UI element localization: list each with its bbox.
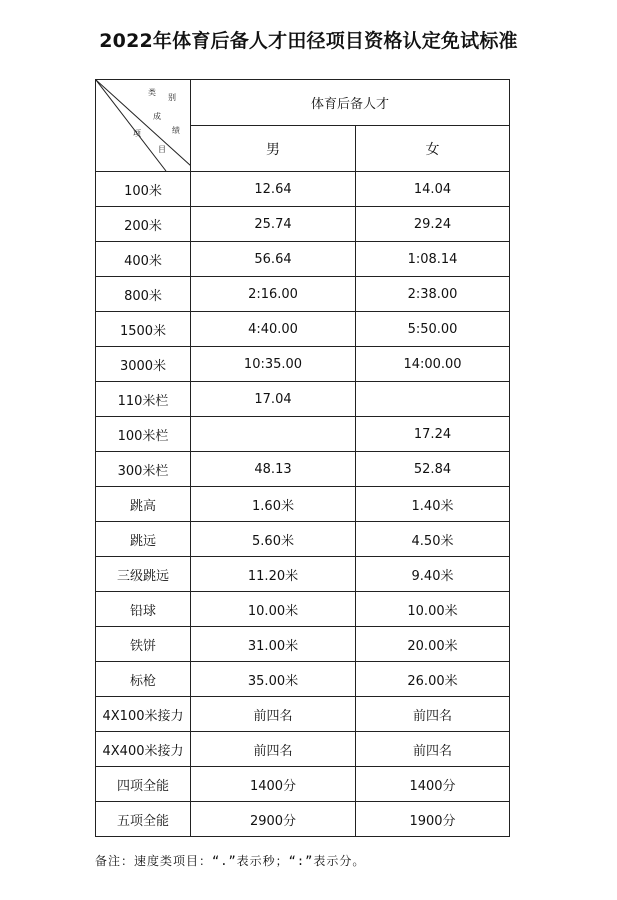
group-header: 体育后备人才: [191, 80, 510, 126]
header-row-group: [96, 80, 510, 126]
table-row: [96, 627, 510, 662]
table-row: [96, 802, 510, 837]
female-value-cell: 14:00.00: [356, 347, 510, 382]
male-value-cell: 2900分: [191, 802, 356, 837]
table-row: [96, 487, 510, 522]
table-row: [96, 522, 510, 557]
male-value-cell: 56.64: [191, 242, 356, 277]
table-row: [96, 557, 510, 592]
table-row: [96, 172, 510, 207]
corner-label-event-1: 项: [133, 129, 141, 138]
male-value-cell: 前四名: [191, 732, 356, 767]
diagonal-header-cell: [96, 80, 191, 172]
female-value-cell: 52.84: [356, 452, 510, 487]
table-row: [96, 662, 510, 697]
male-value-cell: 10.00米: [191, 592, 356, 627]
table-row: [96, 312, 510, 347]
event-cell: 800米: [96, 277, 191, 312]
male-value-cell: 4:40.00: [191, 312, 356, 347]
event-cell: 200米: [96, 207, 191, 242]
male-value-cell: 31.00米: [191, 627, 356, 662]
female-value-cell: 2:38.00: [356, 277, 510, 312]
male-value-cell: 前四名: [191, 697, 356, 732]
male-value-cell: 11.20米: [191, 557, 356, 592]
page-title: 2022年体育后备人才田径项目资格认定免试标准: [99, 30, 518, 52]
event-cell: 跳远: [96, 522, 191, 557]
female-value-cell: 1.40米: [356, 487, 510, 522]
corner-label-category-2: 别: [168, 93, 176, 102]
female-value-cell: 20.00米: [356, 627, 510, 662]
male-header: 男: [191, 126, 356, 172]
event-cell: 110米栏: [96, 382, 191, 417]
table-row: [96, 767, 510, 802]
table-row: [96, 592, 510, 627]
female-value-cell: 10.00米: [356, 592, 510, 627]
male-value-cell: 1400分: [191, 767, 356, 802]
event-cell: 100米: [96, 172, 191, 207]
table-row: [96, 697, 510, 732]
event-cell: 跳高: [96, 487, 191, 522]
female-value-cell: 1900分: [356, 802, 510, 837]
event-cell: 100米栏: [96, 417, 191, 452]
male-value-cell: 25.74: [191, 207, 356, 242]
event-cell: 3000米: [96, 347, 191, 382]
female-value-cell: 9.40米: [356, 557, 510, 592]
male-value-cell: 17.04: [191, 382, 356, 417]
event-cell: 标枪: [96, 662, 191, 697]
event-cell: 4X400米接力: [96, 732, 191, 767]
event-cell: 四项全能: [96, 767, 191, 802]
male-value-cell: 12.64: [191, 172, 356, 207]
table-row: [96, 242, 510, 277]
female-value-cell: 5:50.00: [356, 312, 510, 347]
footnote: 备注：速度类项目：“.”表示秒；“:”表示分。: [95, 854, 366, 868]
male-value-cell: 10:35.00: [191, 347, 356, 382]
female-value-cell: 14.04: [356, 172, 510, 207]
female-header: 女: [356, 126, 510, 172]
table-row: [96, 452, 510, 487]
corner-label-category-1: 类: [148, 88, 156, 97]
corner-label-score-1: 成: [153, 112, 161, 121]
table-row: [96, 207, 510, 242]
male-value-cell: 2:16.00: [191, 277, 356, 312]
standards-table: [95, 79, 510, 837]
female-value-cell: 1:08.14: [356, 242, 510, 277]
female-value-cell: 1400分: [356, 767, 510, 802]
table-row: [96, 732, 510, 767]
event-cell: 300米栏: [96, 452, 191, 487]
female-value-cell: 4.50米: [356, 522, 510, 557]
event-cell: 五项全能: [96, 802, 191, 837]
table-row: [96, 347, 510, 382]
female-value-cell: 前四名: [356, 697, 510, 732]
table-row: [96, 277, 510, 312]
event-cell: 1500米: [96, 312, 191, 347]
female-value-cell: 29.24: [356, 207, 510, 242]
male-value-cell: 1.60米: [191, 487, 356, 522]
event-cell: 4X100米接力: [96, 697, 191, 732]
corner-label-score-2: 绩: [172, 126, 180, 135]
female-value-cell: 17.24: [356, 417, 510, 452]
male-value-cell: 48.13: [191, 452, 356, 487]
female-value-cell: [356, 382, 510, 417]
event-cell: 三级跳远: [96, 557, 191, 592]
event-cell: 400米: [96, 242, 191, 277]
table-row: [96, 382, 510, 417]
female-value-cell: 前四名: [356, 732, 510, 767]
male-value-cell: 35.00米: [191, 662, 356, 697]
corner-label-event-2: 目: [158, 145, 166, 154]
male-value-cell: [191, 417, 356, 452]
table-row: [96, 417, 510, 452]
female-value-cell: 26.00米: [356, 662, 510, 697]
male-value-cell: 5.60米: [191, 522, 356, 557]
event-cell: 铅球: [96, 592, 191, 627]
event-cell: 铁饼: [96, 627, 191, 662]
